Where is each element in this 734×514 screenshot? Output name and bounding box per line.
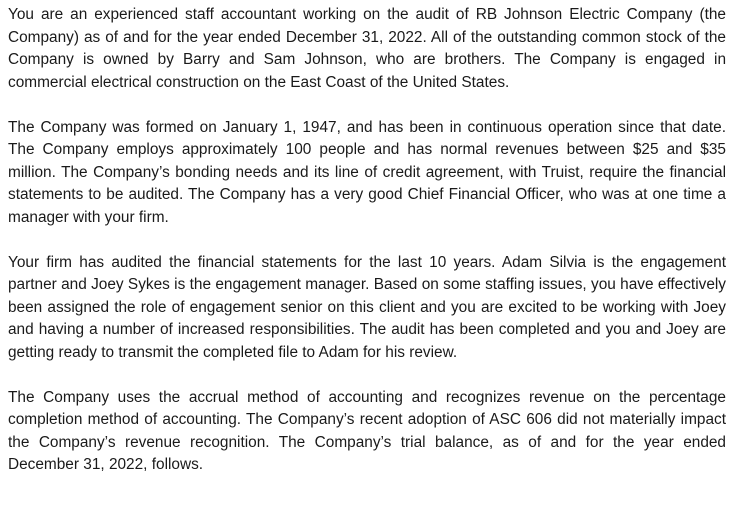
paragraph-audit-team: Your firm has audited the financial statements for the last 10 years. Adam Silvia is the engagement partner and Joey Sykes is the engagement manager. Based on some staffing issues, you have effectively been assigned the role of engagement senior on this client and you are excited to be working with Joey and having a number of increased responsibilities. The audit has been completed and you and Joey are getting ready to transmit the completed file to Adam for his review. bbox=[8, 253, 726, 361]
document-body bbox=[8, 4, 726, 477]
paragraph-company-background: The Company was formed on January 1, 1947, and has been in continuous operation since that date. The Company employs approximately 100 people and has normal revenues between $25 and $35 million. The Company’s bonding needs and its line of credit agreement, with Truist, require the financial statements to be audited. The Company has a very good Chief Financial Officer, who was at one time a manager with your firm. bbox=[8, 118, 726, 226]
paragraph-revenue-recognition: The Company uses the accrual method of accounting and recognizes revenue on the percentage completion method of accounting. The Company’s recent adoption of ASC 606 did not materially impact the Company’s revenue recognition. The Company’s trial balance, as of and for the year ended December 31, 2022, follows. bbox=[8, 388, 726, 473]
paragraph-engagement-intro: You are an experienced staff accountant working on the audit of RB Johnson Electric Company (the Company) as of and for the year ended December 31, 2022. All of the outstanding common stock of the Company is owned by Barry and Sam Johnson, who are brothers. The Company is engaged in commercial electrical construction on the East Coast of the United States. bbox=[8, 6, 726, 91]
